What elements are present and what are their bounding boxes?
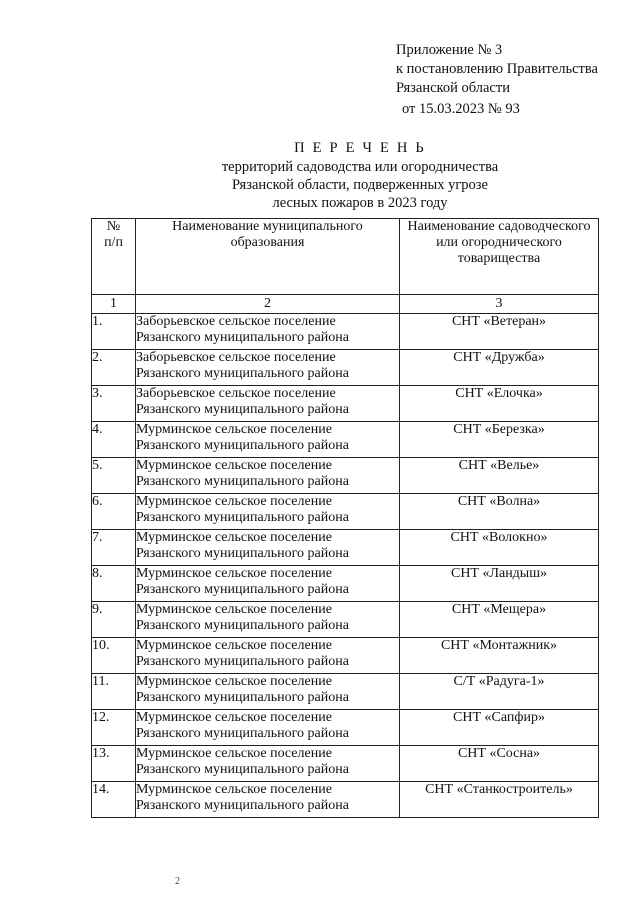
municipality-cell [136, 746, 400, 782]
municipality-cell [136, 602, 400, 638]
row-number: 9. [92, 602, 136, 638]
table-row [92, 458, 599, 494]
row-number: 3. [92, 386, 136, 422]
municipality-settlement: Мурминское сельское поселение [136, 710, 332, 725]
document-subtitle-line-2: Рязанской области, подверженных угрозе [232, 177, 488, 193]
municipality-settlement: Мурминское сельское поселение [136, 530, 332, 545]
municipality-settlement: Мурминское сельское поселение [136, 494, 332, 509]
municipality-cell [136, 710, 400, 746]
municipality-district: Рязанского муниципального района [136, 366, 349, 381]
table-row [92, 746, 599, 782]
document-subtitle-line-3: лесных пожаров в 2023 году [272, 195, 448, 211]
municipality-settlement: Мурминское сельское поселение [136, 602, 332, 617]
municipality-cell [136, 314, 400, 350]
table-row [92, 494, 599, 530]
appendix-line-3: Рязанской области [396, 80, 510, 96]
row-number: 10. [92, 638, 136, 674]
partnership-cell: СНТ «Сосна» [400, 746, 599, 782]
partnership-cell: СНТ «Елочка» [400, 386, 599, 422]
partnership-cell: СНТ «Мещера» [400, 602, 599, 638]
municipality-cell [136, 458, 400, 494]
municipality-cell [136, 422, 400, 458]
partnership-cell: СНТ «Сапфир» [400, 710, 599, 746]
table-row [92, 530, 599, 566]
municipality-settlement: Мурминское сельское поселение [136, 422, 332, 437]
municipality-settlement: Мурминское сельское поселение [136, 746, 332, 761]
partnership-cell: СНТ «Монтажник» [400, 638, 599, 674]
header-number-sign: № [106, 219, 121, 234]
appendix-line-1: Приложение № 3 [396, 42, 503, 58]
table-body [92, 314, 599, 818]
municipality-settlement: Заборьевское сельское поселение [136, 314, 336, 329]
municipality-cell [136, 494, 400, 530]
table-row [92, 674, 599, 710]
row-number: 12. [92, 710, 136, 746]
municipality-settlement: Заборьевское сельское поселение [136, 386, 336, 401]
table-header-row [92, 219, 599, 295]
column-number: 2 [136, 295, 400, 314]
row-number: 6. [92, 494, 136, 530]
municipality-settlement: Заборьевское сельское поселение [136, 350, 336, 365]
header-partnership: Наименование садоводческого или огороднического товарищества [400, 219, 599, 295]
municipality-cell [136, 350, 400, 386]
row-number: 2. [92, 350, 136, 386]
municipality-district: Рязанского муниципального района [136, 690, 349, 705]
table-row [92, 602, 599, 638]
municipality-district: Рязанского муниципального района [136, 798, 349, 813]
table-row [92, 386, 599, 422]
column-number-row [92, 295, 599, 314]
municipality-settlement: Мурминское сельское поселение [136, 566, 332, 581]
row-number: 4. [92, 422, 136, 458]
municipality-district: Рязанского муниципального района [136, 546, 349, 561]
row-number: 13. [92, 746, 136, 782]
partnership-cell: СНТ «Дружба» [400, 350, 599, 386]
municipality-settlement: Мурминское сельское поселение [136, 458, 332, 473]
appendix-line-2: к постановлению Правительства [396, 61, 598, 77]
municipality-cell [136, 782, 400, 818]
row-number: 5. [92, 458, 136, 494]
table-row [92, 350, 599, 386]
municipality-district: Рязанского муниципального района [136, 726, 349, 741]
municipality-district: Рязанского муниципального района [136, 510, 349, 525]
partnership-cell: СНТ «Ландыш» [400, 566, 599, 602]
column-number: 3 [400, 295, 599, 314]
municipality-district: Рязанского муниципального района [136, 762, 349, 777]
municipality-cell [136, 386, 400, 422]
partnership-cell: СНТ «Березка» [400, 422, 599, 458]
table-row [92, 422, 599, 458]
row-number: 7. [92, 530, 136, 566]
document-title: П Е Р Е Ч Е Н Ь [294, 140, 426, 156]
column-number: 1 [92, 295, 136, 314]
municipality-settlement: Мурминское сельское поселение [136, 674, 332, 689]
municipality-cell [136, 674, 400, 710]
partnership-cell: СНТ «Станкостроитель» [400, 782, 599, 818]
territories-table [91, 218, 599, 818]
document-heading [150, 139, 570, 212]
header-number [92, 219, 136, 295]
municipality-cell [136, 638, 400, 674]
municipality-settlement: Мурминское сельское поселение [136, 638, 332, 653]
row-number: 14. [92, 782, 136, 818]
municipality-district: Рязанского муниципального района [136, 618, 349, 633]
header-number-abbr: п/п [104, 235, 123, 250]
appendix-date: от 15.03.2023 № 93 [402, 101, 520, 117]
municipality-district: Рязанского муниципального района [136, 654, 349, 669]
table-row [92, 314, 599, 350]
municipality-district: Рязанского муниципального района [136, 402, 349, 417]
municipality-district: Рязанского муниципального района [136, 438, 349, 453]
header-municipality: Наименование муниципального образования [136, 219, 400, 295]
municipality-district: Рязанского муниципального района [136, 582, 349, 597]
partnership-cell: СНТ «Ветеран» [400, 314, 599, 350]
row-number: 8. [92, 566, 136, 602]
municipality-district: Рязанского муниципального района [136, 330, 349, 345]
appendix-block [396, 41, 636, 119]
partnership-cell: СНТ «Волокно» [400, 530, 599, 566]
table-row [92, 710, 599, 746]
table-row [92, 638, 599, 674]
municipality-cell [136, 566, 400, 602]
municipality-district: Рязанского муниципального района [136, 474, 349, 489]
page-mark: 2 [175, 876, 180, 887]
municipality-cell [136, 530, 400, 566]
municipality-settlement: Мурминское сельское поселение [136, 782, 332, 797]
partnership-cell: СНТ «Волна» [400, 494, 599, 530]
document-subtitle-line-1: территорий садоводства или огородничества [221, 159, 499, 175]
table-row [92, 782, 599, 818]
table-row [92, 566, 599, 602]
row-number: 11. [92, 674, 136, 710]
row-number: 1. [92, 314, 136, 350]
partnership-cell: С/Т «Радуга-1» [400, 674, 599, 710]
partnership-cell: СНТ «Велье» [400, 458, 599, 494]
